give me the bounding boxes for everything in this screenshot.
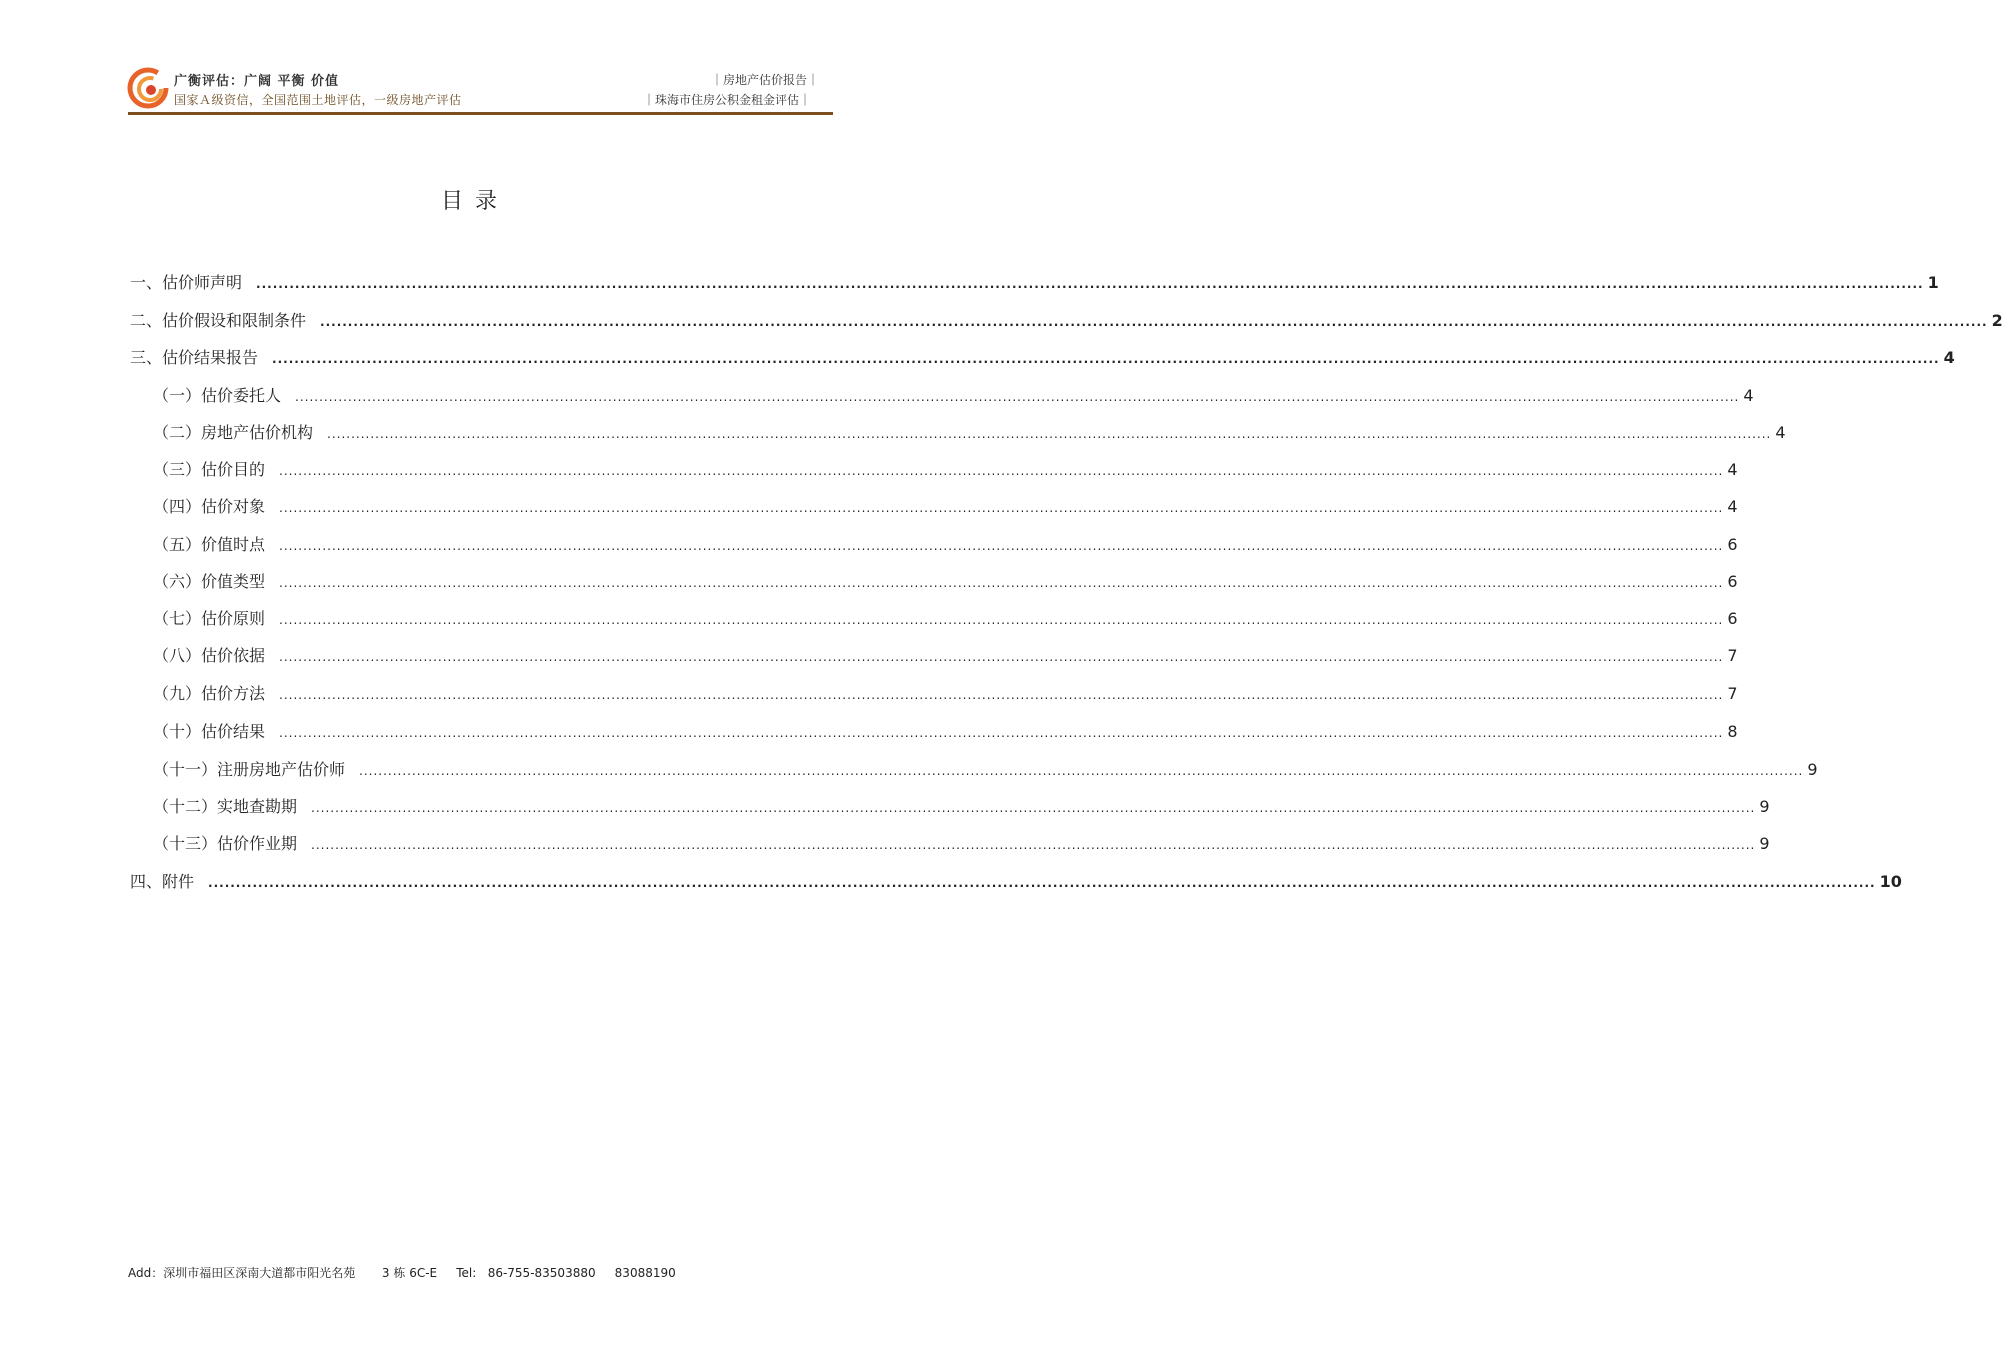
toc-title: 目录 [440, 189, 509, 214]
toc-entry[interactable] [130, 345, 1955, 369]
toc-entry[interactable] [153, 757, 1818, 781]
toc-entry-label: （六）价值类型 [153, 572, 266, 591]
toc-leader-dots: ............................................................................................................................................................................................................................................................................................................ [311, 838, 1756, 852]
toc-entry[interactable] [153, 420, 1786, 444]
toc-entry-label: （十三）估价作业期 [153, 834, 298, 853]
toc-entry[interactable] [153, 643, 1738, 667]
toc-entry-page: 6 [1727, 535, 1738, 554]
toc-entry-label: 三、估价结果报告 [130, 348, 259, 367]
toc-entry[interactable] [153, 532, 1738, 556]
toc-leader-dots: ............................................................................................................................................................................................................................................................................................................ [327, 427, 1772, 441]
toc-leader-dots: ............................................................................................................................................................................................................................................................................................................ [279, 650, 1724, 664]
toc-entry-label: （三）估价目的 [153, 460, 266, 479]
toc-leader-dots: ............................................................................................................................................................................................................................................................................................................ [295, 390, 1740, 404]
toc-entry[interactable] [130, 270, 1939, 294]
toc-entry[interactable] [153, 383, 1754, 407]
toc-leader-dots: ............................................................................................................................................................................................................................................................................................................ [279, 464, 1724, 478]
toc-entry-page: 9 [1807, 760, 1818, 779]
toc-leader-dots: ............................................................................................................................................................................................................................................................................................................ [279, 501, 1724, 515]
toc-entry[interactable] [153, 457, 1738, 481]
header-subslogan: 国家Ａ级资信，全国范围土地评估，一级房地产评估 [174, 93, 462, 107]
toc-entry-label: （十二）实地查勘期 [153, 797, 298, 816]
toc-entry-label: （一）估价委托人 [153, 386, 282, 405]
toc-leader-dots: ............................................................................................................................................................................................................................................................................................................ [320, 315, 1988, 329]
toc-entry-label: （十一）注册房地产估价师 [153, 760, 346, 779]
toc-leader-dots: ............................................................................................................................................................................................................................................................................................................ [256, 277, 1924, 291]
toc-leader-dots: ............................................................................................................................................................................................................................................................................................................ [311, 801, 1756, 815]
toc-entry-page: 6 [1727, 609, 1738, 628]
toc-entry[interactable] [130, 869, 1902, 893]
toc-entry-page: 6 [1727, 572, 1738, 591]
toc-entry-page: 4 [1727, 460, 1738, 479]
toc-entry-label: （七）估价原则 [153, 609, 266, 628]
guangheng-logo-icon [128, 68, 168, 108]
page-footer: Add：深圳市福田区深南大道都市阳光名苑 3 栋 6C-E Tel: 86-755-83503880 83088190 [128, 1266, 676, 1280]
toc-entry-page: 10 [1879, 872, 1902, 891]
toc-leader-dots: ............................................................................................................................................................................................................................................................................................................ [359, 764, 1804, 778]
toc-leader-dots: ............................................................................................................................................................................................................................................................................................................ [272, 352, 1940, 366]
toc-entry[interactable] [153, 569, 1738, 593]
toc-entry[interactable] [153, 831, 1770, 855]
toc-leader-dots: ............................................................................................................................................................................................................................................................................................................ [279, 613, 1724, 627]
toc-entry[interactable] [130, 308, 2003, 332]
toc-entry-label: 二、估价假设和限制条件 [130, 311, 307, 330]
toc-leader-dots: ............................................................................................................................................................................................................................................................................................................ [279, 688, 1724, 702]
toc-leader-dots: ............................................................................................................................................................................................................................................................................................................ [208, 876, 1876, 890]
toc-entry-page: 4 [1943, 348, 1955, 367]
toc-entry[interactable] [153, 719, 1738, 743]
toc-entry-page: 9 [1759, 797, 1770, 816]
toc-entry-label: （八）估价依据 [153, 646, 266, 665]
header-slogan: 广衡评估：广阔 平衡 价值 [174, 74, 340, 89]
toc-entry-label: （九）估价方法 [153, 684, 266, 703]
report-subject-label: ｜珠海市住房公积金租金评估｜ [642, 93, 811, 107]
toc-entry[interactable] [153, 494, 1738, 518]
toc-entry-page: 1 [1927, 273, 1939, 292]
toc-entry-page: 9 [1759, 834, 1770, 853]
toc-entry-label: （二）房地产估价机构 [153, 423, 314, 442]
toc-entry-page: 4 [1727, 497, 1738, 516]
report-type-label: ｜房地产估价报告｜ [710, 73, 819, 87]
toc-entry-page: 4 [1743, 386, 1754, 405]
header-rule [128, 112, 833, 115]
toc-entry[interactable] [153, 606, 1738, 630]
toc-entry-label: （四）估价对象 [153, 497, 266, 516]
toc-entry-page: 4 [1775, 423, 1786, 442]
toc-entry-label: （十）估价结果 [153, 722, 266, 741]
toc-entry-page: 2 [1991, 311, 2003, 330]
toc-leader-dots: ............................................................................................................................................................................................................................................................................................................ [279, 576, 1724, 590]
toc-entry-page: 7 [1727, 646, 1738, 665]
toc-entry-page: 8 [1727, 722, 1738, 741]
toc-entry-label: 一、估价师声明 [130, 273, 243, 292]
toc-entry-label: （五）价值时点 [153, 535, 266, 554]
toc-entry[interactable] [153, 794, 1770, 818]
toc-entry[interactable] [153, 681, 1738, 705]
toc-leader-dots: ............................................................................................................................................................................................................................................................................................................ [279, 726, 1724, 740]
toc-leader-dots: ............................................................................................................................................................................................................................................................................................................ [279, 539, 1724, 553]
toc-entry-label: 四、附件 [130, 872, 195, 891]
toc-entry-page: 7 [1727, 684, 1738, 703]
page-header [128, 62, 833, 118]
